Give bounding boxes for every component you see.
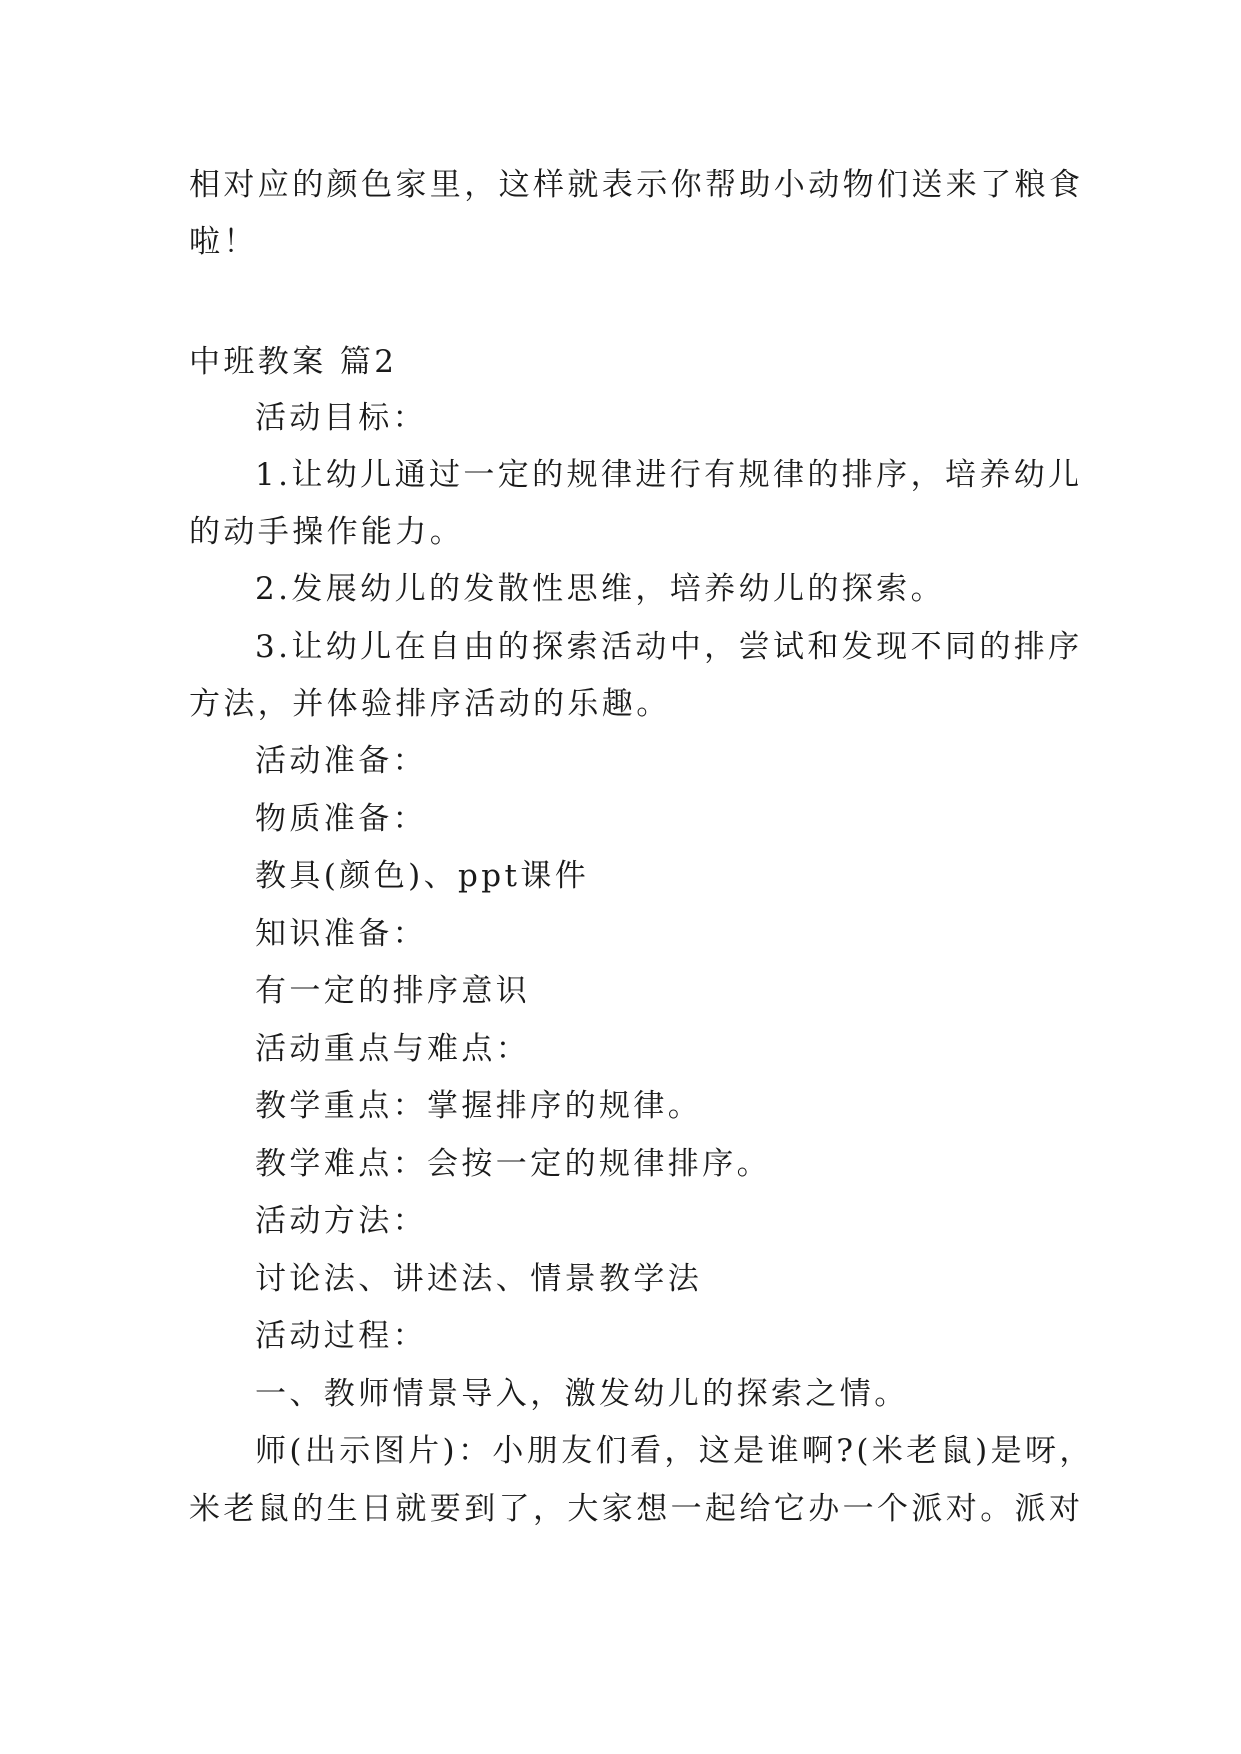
text-line: 活动目标： — [255, 400, 427, 436]
text-line: 物质准备： — [255, 801, 427, 837]
text-line: 活动方法： — [255, 1203, 427, 1239]
text-line: 教具(颜色)、ppt课件 — [255, 858, 590, 894]
intro-line-1: 相对应的颜色家里，这样就表示你帮助小动物们送来了粮食 — [189, 167, 1084, 203]
text-line: 活动准备： — [255, 743, 427, 779]
text-line: 一、教师情景导入，激发幼儿的探索之情。 — [255, 1376, 909, 1412]
text-line: 2.发展幼儿的发散性思维，培养幼儿的探索。 — [255, 571, 945, 607]
text-line: 教学难点：会按一定的规律排序。 — [255, 1146, 771, 1182]
text-line: 方法，并体验排序活动的乐趣。 — [189, 686, 671, 722]
text-line: 活动过程： — [255, 1318, 427, 1354]
text-line: 米老鼠的生日就要到了，大家想一起给它办一个派对。派对 — [189, 1491, 1084, 1527]
intro-line-2: 啦！ — [189, 224, 258, 260]
text-line: 讨论法、讲述法、情景教学法 — [255, 1261, 703, 1297]
text-line: 师(出示图片)：小朋友们看，这是谁啊?(米老鼠)是呀， — [255, 1433, 1094, 1469]
text-line: 的动手操作能力。 — [189, 514, 465, 550]
text-line: 1.让幼儿通过一定的规律进行有规律的排序，培养幼儿 — [255, 457, 1083, 493]
text-line: 活动重点与难点： — [255, 1031, 531, 1067]
text-line: 教学重点：掌握排序的规律。 — [255, 1088, 703, 1124]
text-line: 知识准备： — [255, 916, 427, 952]
text-line: 有一定的排序意识 — [255, 973, 531, 1009]
text-line: 3.让幼儿在自由的探索活动中，尝试和发现不同的排序 — [255, 629, 1083, 665]
section-title: 中班教案 篇2 — [189, 344, 398, 380]
